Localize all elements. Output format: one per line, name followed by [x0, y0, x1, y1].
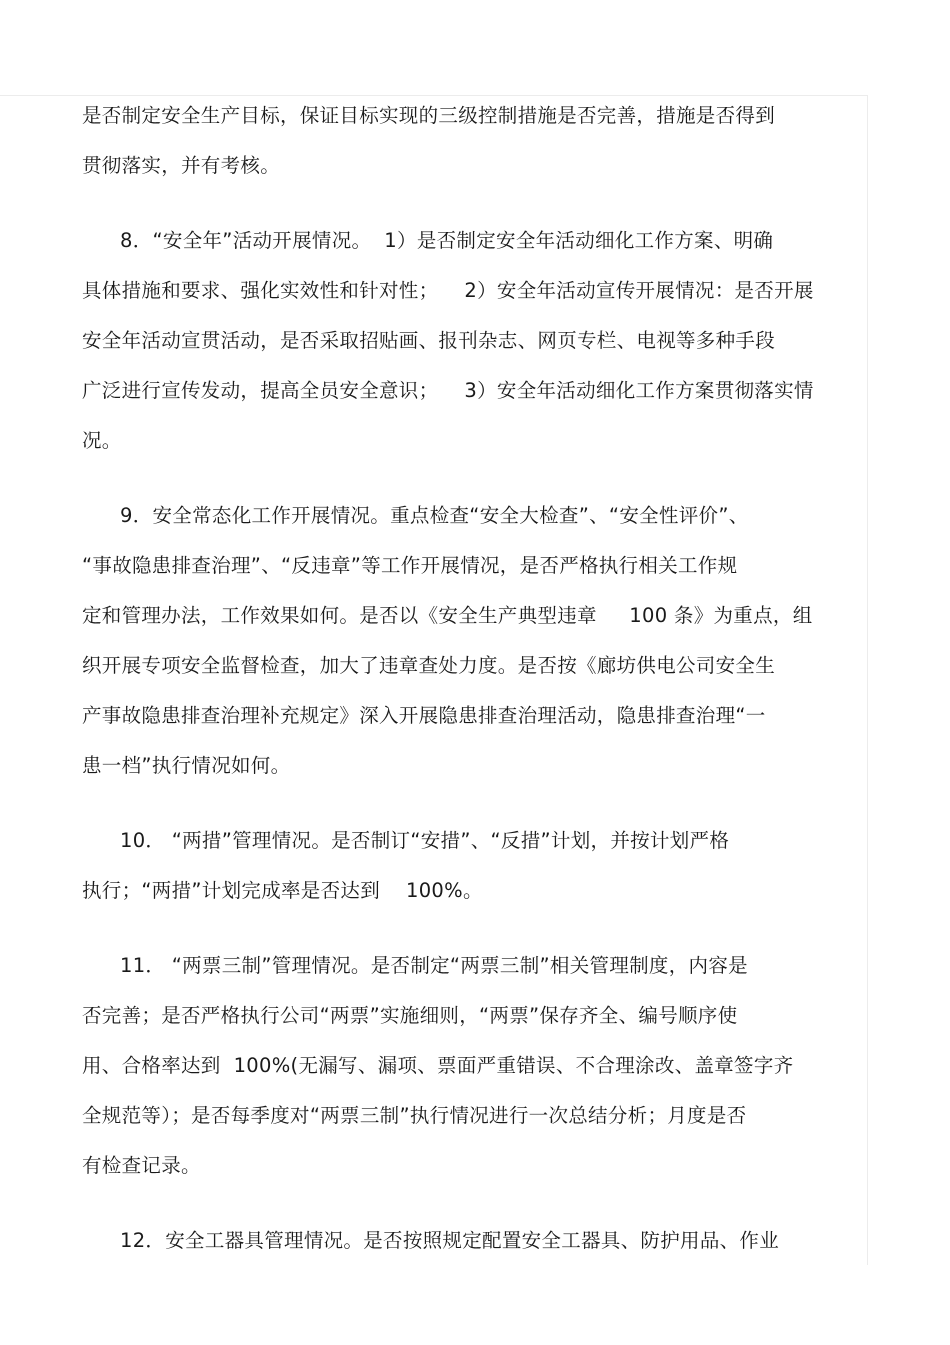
text-line: 是否制定安全生产目标，保证目标实现的三级控制措施是否完善，措施是否得到 [82, 104, 776, 127]
text-line: 有检查记录。 [82, 1154, 201, 1177]
text-line: 执行；“两措”计划完成率是否达到 100%。 [82, 879, 483, 902]
page-frame [0, 95, 868, 1265]
text-line: 贯彻落实，并有考核。 [82, 154, 281, 177]
text-line: 产事故隐患排查治理补充规定》深入开展隐患排查治理活动，隐患排查治理“一 [82, 704, 766, 727]
text-line: 广泛进行宣传发动，提高全员安全意识； 3）安全年活动细化工作方案贯彻落实情 [82, 379, 814, 402]
text-line: 用、合格率达到 100%(无漏写、漏项、票面严重错误、不合理涂改、盖章签字齐 [82, 1054, 794, 1077]
text-line: 具体措施和要求、强化实效性和针对性； 2）安全年活动宣传开展情况：是否开展 [82, 279, 814, 302]
text-line: 况。 [82, 429, 122, 452]
item-11-heading: 11． “两票三制”管理情况。是否制定“两票三制”相关管理制度，内容是 [120, 954, 748, 977]
text-line: 安全年活动宣贯活动，是否采取招贴画、报刊杂志、网页专栏、电视等多种手段 [82, 329, 776, 352]
item-9-heading: 9．安全常态化工作开展情况。重点检查“安全大检查”、“安全性评价”、 [120, 504, 749, 527]
item-10-heading: 10． “两措”管理情况。是否制订“安措”、“反措”计划，并按计划严格 [120, 829, 730, 852]
text-line: 全规范等）；是否每季度对“两票三制”执行情况进行一次总结分析；月度是否 [82, 1104, 747, 1127]
text-line: 定和管理办法，工作效果如何。是否以《安全生产典型违章 100 条》为重点，组 [82, 604, 813, 627]
item-12-heading: 12．安全工器具管理情况。是否按照规定配置安全工器具、防护用品、作业 [120, 1229, 780, 1252]
text-line: 织开展专项安全监督检查，加大了违章查处力度。是否按《廊坊供电公司安全生 [82, 654, 776, 677]
text-line: “事故隐患排查治理”、“反违章”等工作开展情况，是否严格执行相关工作规 [82, 554, 738, 577]
item-8-heading: 8．“安全年”活动开展情况。 1）是否制定安全年活动细化工作方案、明确 [120, 229, 774, 252]
text-line: 否完善；是否严格执行公司“两票”实施细则，“两票”保存齐全、编号顺序使 [82, 1004, 738, 1027]
text-line: 患一档”执行情况如何。 [82, 754, 291, 777]
